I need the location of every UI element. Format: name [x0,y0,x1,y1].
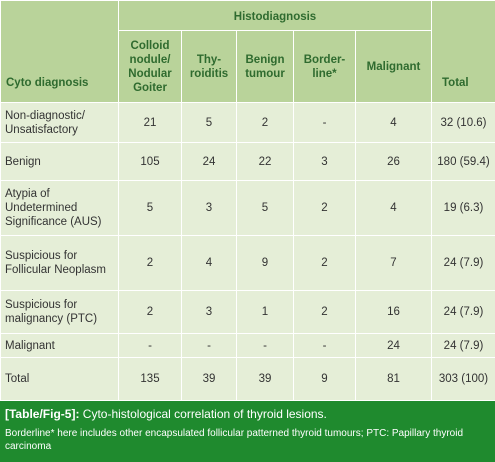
row-label: Non-diagnostic/ Unsatisfactory [1,103,119,143]
cell: 2 [119,291,182,334]
cell: 39 [182,358,237,401]
cell: 16 [356,291,432,334]
caption-title-line [5,407,490,422]
row-total: 180 (59.4) [432,143,495,181]
row-total: 19 (6.3) [432,181,495,236]
cyto-diagnosis-header: Cyto diagnosis [1,1,119,103]
table-row [1,334,495,358]
row-total: 24 (7.9) [432,236,495,291]
cell: 2 [294,181,356,236]
cell: 4 [356,181,432,236]
col-header-borderline: Border-line* [294,31,356,103]
table-row [1,103,495,143]
col-header-colloid: Colloid nodule/ Nodular Goiter [119,31,182,103]
cell: 5 [119,181,182,236]
cell: 1 [237,291,294,334]
header-row-1 [1,1,495,31]
cell: - [182,334,237,358]
cell: 22 [237,143,294,181]
table-row [1,236,495,291]
cell: 7 [356,236,432,291]
cell: 3 [182,181,237,236]
cell: 9 [294,358,356,401]
cell: 5 [237,181,294,236]
row-total: 24 (7.9) [432,334,495,358]
cell: 81 [356,358,432,401]
cell: 4 [356,103,432,143]
row-total: 24 (7.9) [432,291,495,334]
cell: 26 [356,143,432,181]
cell: 4 [182,236,237,291]
caption-title: Cyto-histological correlation of thyroid lesions. [79,407,327,421]
table-caption [0,401,495,462]
cell: - [237,334,294,358]
cell: - [294,103,356,143]
cell: 21 [119,103,182,143]
cell: 3 [294,143,356,181]
cell: 2 [294,236,356,291]
cell: 39 [237,358,294,401]
histodiagnosis-header: Histodiagnosis [119,1,432,31]
cell: 105 [119,143,182,181]
cell: - [119,334,182,358]
col-header-benign-tumour: Benign tumour [237,31,294,103]
cell: 2 [294,291,356,334]
cell: 2 [119,236,182,291]
row-label: Suspicious for Follicular Neoplasm [1,236,119,291]
table-row [1,181,495,236]
table-row [1,143,495,181]
cell: 5 [182,103,237,143]
cell: - [294,334,356,358]
row-label: Suspicious for malignancy (PTC) [1,291,119,334]
total-header: Total [432,1,495,103]
cell: 9 [237,236,294,291]
col-header-malignant: Malignant [356,31,432,103]
cell: 24 [182,143,237,181]
cell: 2 [237,103,294,143]
cell: 3 [182,291,237,334]
row-label: Benign [1,143,119,181]
row-label: Atypia of Undetermined Significance (AUS) [1,181,119,236]
cell: 135 [119,358,182,401]
row-total: 32 (10.6) [432,103,495,143]
row-total: 303 (100) [432,358,495,401]
col-header-thyroiditis: Thy-roiditis [182,31,237,103]
table-row [1,291,495,334]
table-row-total [1,358,495,401]
cell: 24 [356,334,432,358]
caption-id: [Table/Fig-5]: [5,407,80,421]
caption-note: Borderline* here includes other encapsulated follicular patterned thyroid tumours; PTC: Papillary thyroid carcinoma [5,428,464,452]
row-label: Total [1,358,119,401]
row-label: Malignant [1,334,119,358]
